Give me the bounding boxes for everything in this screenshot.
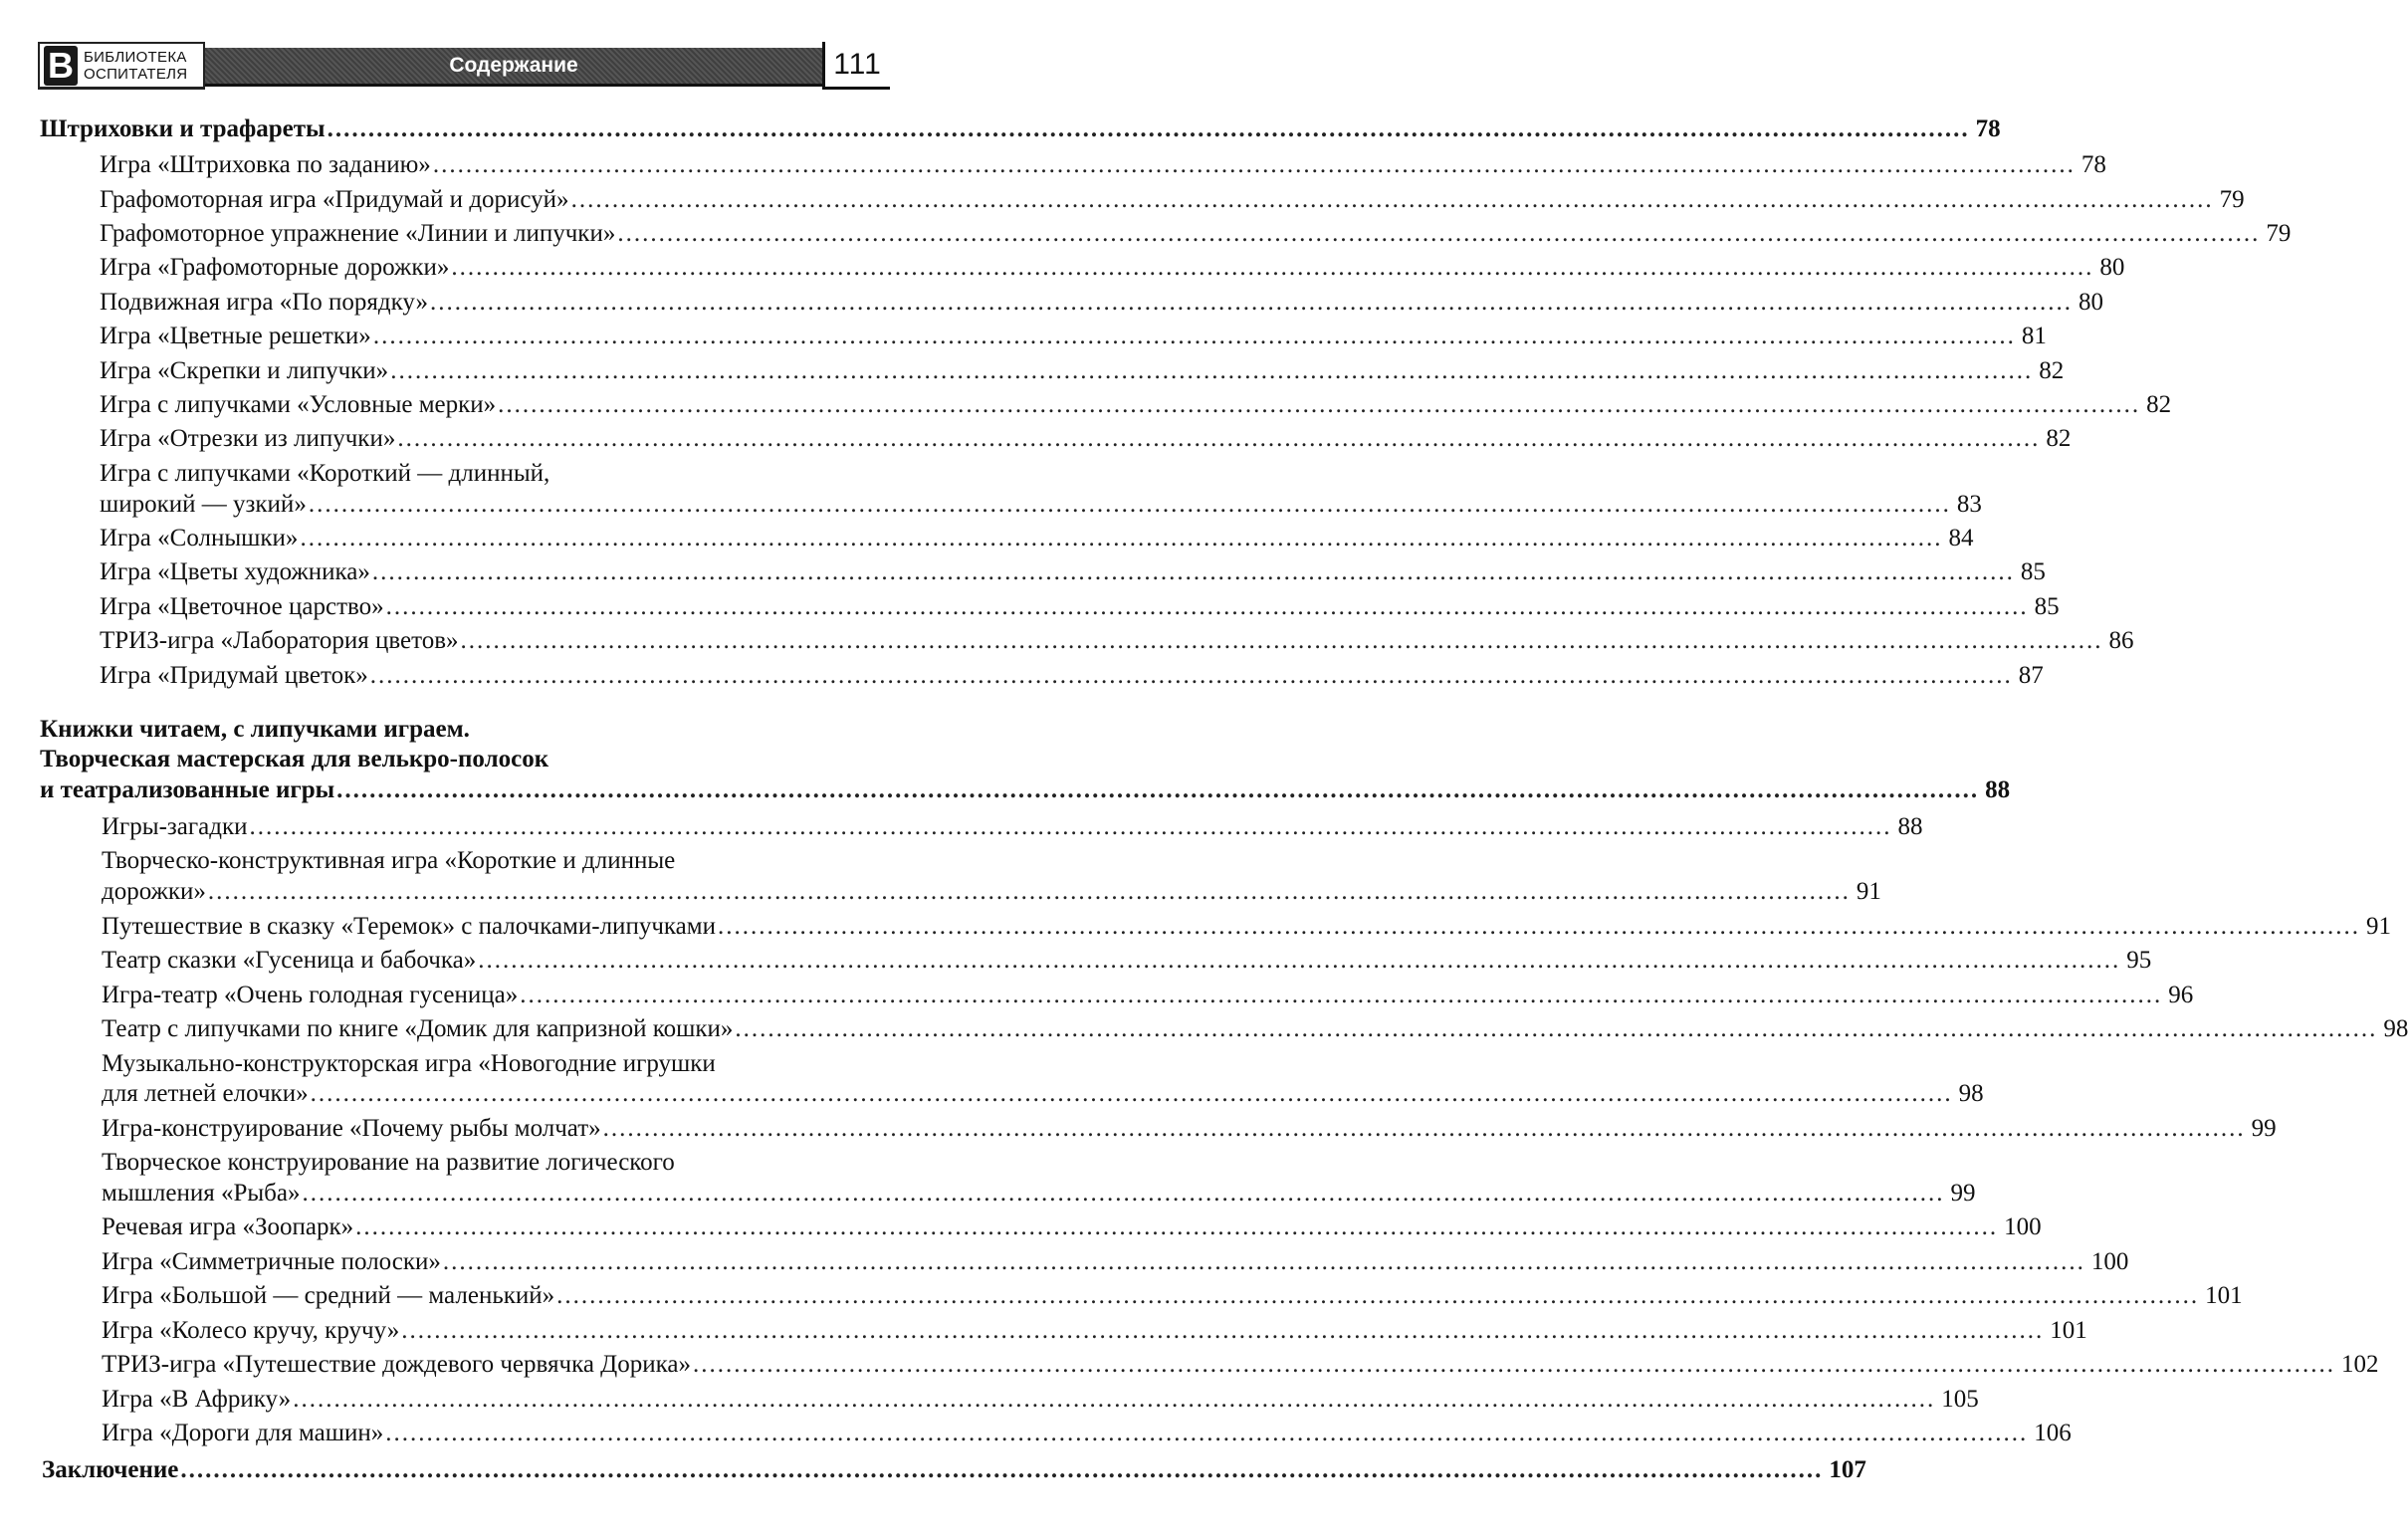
toc-entry <box>102 979 2194 1012</box>
toc-title: Игра «Солнышки» <box>100 525 299 551</box>
toc-page: 88 <box>1985 776 2011 803</box>
toc-title: широкий — узкий» <box>100 491 307 518</box>
toc-leader: ........................................................................................................................................................................................................ <box>617 220 2261 247</box>
toc-entry <box>102 944 2152 978</box>
toc-page: 91 <box>2365 913 2391 940</box>
toc-leader: ........................................................................................................................................................................................................ <box>717 913 2360 940</box>
toc-leader: ........................................................................................................................................................................................................ <box>327 115 1970 142</box>
toc-entry <box>100 148 2106 182</box>
toc-title: Игра «Цветочное царство» <box>100 593 384 620</box>
toc-page: 86 <box>2108 627 2134 654</box>
toc-page: 91 <box>1856 878 1881 905</box>
logo-text <box>84 49 187 83</box>
toc-entry <box>100 217 2292 251</box>
toc-leader: ........................................................................................................................................................................................................ <box>430 289 2074 316</box>
toc-title: Игра «Скрепки и липучки» <box>100 357 389 384</box>
toc-entry-first-line: Творческое конструирование на развитие логического <box>102 1149 675 1176</box>
toc-section-heading-line: Творческая мастерская для велькро-полосок <box>40 746 549 772</box>
toc-title: Игра «Отрезки из липучки» <box>100 425 396 452</box>
toc-page: 85 <box>2034 593 2060 620</box>
toc-page: 82 <box>2039 357 2065 384</box>
logo-line-1: БИБЛИОТЕКА <box>84 48 187 66</box>
toc-entry-first-line: Творческо-конструктивная игра «Короткие и длинные <box>102 847 676 874</box>
toc-page: 100 <box>2090 1248 2129 1275</box>
toc-leader: ........................................................................................................................................................................................................ <box>300 525 1943 551</box>
toc-leader: ........................................................................................................................................................................................................ <box>451 254 2094 281</box>
toc-entry <box>100 590 2060 624</box>
toc-entry <box>102 1279 2243 1313</box>
toc-title: Речевая игра «Зоопарк» <box>102 1213 354 1240</box>
toc-page: 85 <box>2020 558 2046 585</box>
toc-leader: ........................................................................................................................................................................................................ <box>401 1317 2045 1344</box>
toc-leader: ........................................................................................................................................................................................................ <box>302 1180 1945 1207</box>
toc-title: Игра «Придумай цветок» <box>100 662 368 689</box>
toc-title: и театрализованные игры <box>40 776 335 803</box>
toc-title: Игра «Цветы художника» <box>100 558 370 585</box>
toc-title: дорожки» <box>102 878 206 905</box>
toc-page: 84 <box>1948 525 1974 551</box>
toc-title: Штриховки и трафареты <box>40 115 326 142</box>
toc-page: 82 <box>2046 425 2072 452</box>
toc-title: Театр сказки «Гусеница и бабочка» <box>102 947 477 974</box>
toc-section-heading-line: Книжки читаем, с липучками играем. <box>40 716 470 743</box>
toc-entry-first-line: Музыкально-конструкторская игра «Новогодние игрушки <box>102 1050 716 1077</box>
toc-title: Игра «Дороги для машин» <box>102 1420 384 1446</box>
toc-title: Игра «В Африку» <box>102 1386 292 1413</box>
toc-entry-first-line: Игра с липучками «Короткий — длинный, <box>100 460 550 487</box>
toc-page: 82 <box>2146 391 2172 418</box>
toc-entry <box>102 810 1923 844</box>
toc-entry <box>102 1314 2087 1348</box>
toc-entry <box>100 522 1974 555</box>
toc-entry <box>100 286 2104 320</box>
toc-entry <box>100 388 2172 422</box>
toc-entry <box>102 1210 2042 1244</box>
toc-page: 96 <box>2168 982 2194 1008</box>
toc-entry <box>102 1245 2129 1279</box>
toc-leader: ........................................................................................................................................................................................................ <box>385 593 2029 620</box>
toc-page: 80 <box>2079 289 2104 316</box>
toc-page: 95 <box>2126 947 2152 974</box>
toc-leader: ........................................................................................................................................................................................................ <box>397 425 2041 452</box>
page-number: 111 <box>822 42 890 90</box>
toc-page: 107 <box>1829 1456 1866 1483</box>
toc-leader: ........................................................................................................................................................................................................ <box>308 491 1951 518</box>
toc-leader: ........................................................................................................................................................................................................ <box>478 947 2121 974</box>
logo-line-2: ОСПИТАТЕЛЯ <box>84 65 188 83</box>
toc-entry <box>100 422 2072 456</box>
toc-entry <box>100 488 1982 522</box>
section-bar <box>205 48 822 87</box>
toc-entry <box>102 1012 2408 1046</box>
toc-section-heading <box>40 773 2011 807</box>
toc-entry <box>102 1348 2379 1382</box>
toc-title: Игра «Большой — средний — маленький» <box>102 1282 555 1309</box>
page-header <box>38 42 890 94</box>
toc-page: 106 <box>2034 1420 2072 1446</box>
toc-leader: ........................................................................................................................................................................................................ <box>310 1080 1953 1107</box>
toc-title: Игра «Графомоторные дорожки» <box>100 254 450 281</box>
toc-leader: ........................................................................................................................................................................................................ <box>249 813 1892 840</box>
toc-leader: ........................................................................................................................................................................................................ <box>570 186 2214 213</box>
toc-page: 81 <box>2021 323 2047 349</box>
toc-page: 102 <box>2340 1351 2379 1378</box>
toc-page: 100 <box>2004 1213 2042 1240</box>
toc-page: 79 <box>2219 186 2245 213</box>
toc-leader: ........................................................................................................................................................................................................ <box>432 151 2076 178</box>
toc-entry <box>102 1417 2072 1450</box>
toc-section-heading <box>40 112 2001 146</box>
toc-page: 79 <box>2266 220 2292 247</box>
toc-title: Заключение <box>42 1456 179 1483</box>
toc-page: 98 <box>2383 1015 2408 1042</box>
logo-letter: В <box>44 46 78 86</box>
toc-page: 87 <box>2018 662 2044 689</box>
toc-entry <box>100 555 2046 589</box>
toc-leader: ........................................................................................................................................................................................................ <box>293 1386 1936 1413</box>
toc-title: Игра-конструирование «Почему рыбы молчат» <box>102 1115 601 1142</box>
toc-title: Театр с липучками по книге «Домик для капризной кошки» <box>102 1015 734 1042</box>
toc-title: Игра «Цветные решетки» <box>100 323 371 349</box>
toc-page: 99 <box>1950 1180 1976 1207</box>
toc-entry <box>100 659 2044 693</box>
toc-entry <box>102 1077 1984 1111</box>
toc-entry <box>102 875 1881 909</box>
toc-leader: ........................................................................................................................................................................................................ <box>371 558 2015 585</box>
toc-title: для летней елочки» <box>102 1080 309 1107</box>
toc-title: Игра «Штриховка по заданию» <box>100 151 431 178</box>
toc-page: 99 <box>2251 1115 2277 1142</box>
toc-leader: ........................................................................................................................................................................................................ <box>520 982 2163 1008</box>
toc-leader: ........................................................................................................................................................................................................ <box>498 391 2141 418</box>
toc-leader: ........................................................................................................................................................................................................ <box>692 1351 2335 1378</box>
toc-page: 98 <box>1958 1080 1984 1107</box>
toc-leader: ........................................................................................................................................................................................................ <box>390 357 2034 384</box>
toc-entry <box>102 910 2391 944</box>
toc-entry <box>102 1177 1976 1210</box>
toc-leader: ........................................................................................................................................................................................................ <box>369 662 2013 689</box>
toc-page: 101 <box>2205 1282 2243 1309</box>
toc-title: Игры-загадки <box>102 813 248 840</box>
toc-leader: ........................................................................................................................................................................................................ <box>180 1456 1824 1483</box>
toc-leader: ........................................................................................................................................................................................................ <box>602 1115 2246 1142</box>
toc-entry <box>102 1383 1979 1417</box>
toc-leader: ........................................................................................................................................................................................................ <box>442 1248 2085 1275</box>
toc-section-heading <box>42 1453 1866 1487</box>
toc-entry <box>100 251 2125 285</box>
toc-page: 80 <box>2099 254 2125 281</box>
section-title: Содержание <box>449 54 578 77</box>
toc-page: 105 <box>1941 1386 1979 1413</box>
toc-title: Игра «Колесо кручу, кручу» <box>102 1317 400 1344</box>
toc-title: ТРИЗ-игра «Лаборатория цветов» <box>100 627 459 654</box>
toc-leader: ........................................................................................................................................................................................................ <box>735 1015 2378 1042</box>
toc-page: 78 <box>1975 115 2001 142</box>
series-logo <box>38 42 205 90</box>
toc-page: 83 <box>1956 491 1982 518</box>
toc-title: ТРИЗ-игра «Путешествие дождевого червячка Дорика» <box>102 1351 691 1378</box>
toc-leader: ........................................................................................................................................................................................................ <box>460 627 2103 654</box>
toc-entry <box>100 320 2047 353</box>
toc-leader: ........................................................................................................................................................................................................ <box>372 323 2016 349</box>
toc-title: мышления «Рыба» <box>102 1180 301 1207</box>
toc-title: Игра с липучками «Условные мерки» <box>100 391 497 418</box>
toc-entry <box>102 1112 2277 1146</box>
toc-title: Игра-театр «Очень голодная гусеница» <box>102 982 519 1008</box>
toc-entry <box>100 183 2245 217</box>
toc-title: Подвижная игра «По порядку» <box>100 289 429 316</box>
toc-page: 101 <box>2050 1317 2087 1344</box>
toc-title: Путешествие в сказку «Теремок» с палочками-липучками <box>102 913 716 940</box>
toc-leader: ........................................................................................................................................................................................................ <box>556 1282 2200 1309</box>
toc-entry <box>100 354 2065 388</box>
toc-entry <box>100 624 2134 658</box>
toc-title: Графомоторное упражнение «Линии и липучки» <box>100 220 616 247</box>
toc-page: 78 <box>2080 151 2106 178</box>
toc-leader: ........................................................................................................................................................................................................ <box>355 1213 1999 1240</box>
toc-leader: ........................................................................................................................................................................................................ <box>336 776 1980 803</box>
toc-title: Графомоторная игра «Придумай и дорисуй» <box>100 186 569 213</box>
toc-page: 88 <box>1897 813 1923 840</box>
toc-leader: ........................................................................................................................................................................................................ <box>385 1420 2029 1446</box>
toc-title: Игра «Симметричные полоски» <box>102 1248 441 1275</box>
toc-leader: ........................................................................................................................................................................................................ <box>207 878 1851 905</box>
